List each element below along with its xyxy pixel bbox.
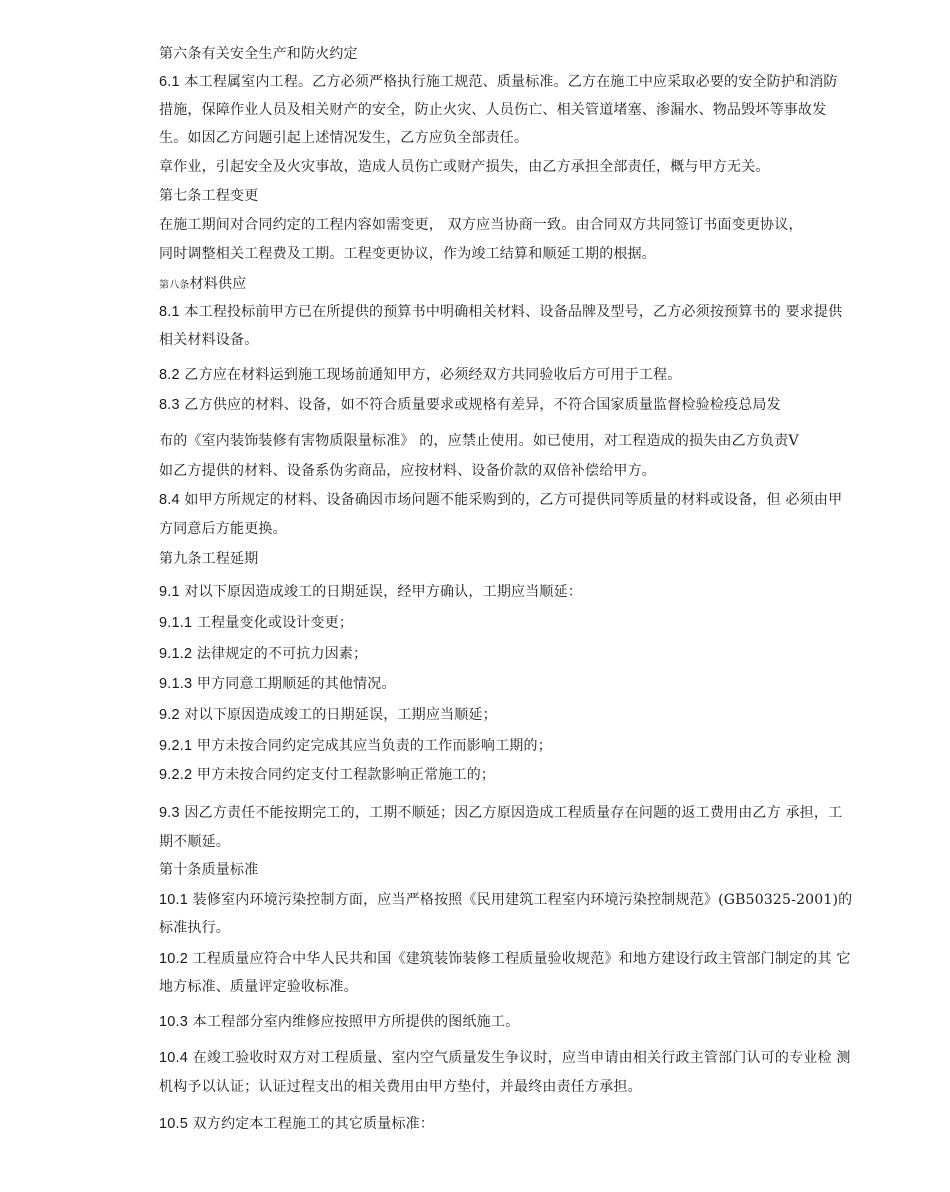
line-text: 双方约定本工程施工的其它质量标准： (188, 1116, 435, 1132)
line-text: 章作业，引起安全及火灾事故，造成人员伤亡或财产损失，由乙方承担全部责任，概与甲方无关。 (159, 159, 770, 175)
text-line (159, 582, 582, 602)
line-text: 本工程投标前甲方已在所提供的预算书中明确相关材料、设备品牌及型号，乙方必须按预算书的 要求提供 (179, 304, 843, 320)
line-text: 方同意后方能更换。 (159, 521, 287, 537)
text-line (159, 461, 656, 481)
line-text: 因乙方责任不能按期完工的，工期不顺延；因乙方原因造成工程质量存在问题的返工费用由乙方 承担，工 (179, 805, 843, 821)
line-text: 本工程部分室内维修应按照甲方所提供的图纸施工。 (188, 1014, 520, 1030)
line-text: 在施工期间对合同约定的工程内容如需变更， 双方应当协商一致。由合同双方共同签订书面变更协议， (159, 217, 803, 233)
clause-number: 8.2 (159, 367, 180, 383)
line-text: 期不顺延。 (159, 834, 230, 850)
line-text: 同时调整相关工程费及工期。工程变更协议，作为竣工结算和顺延工期的根据。 (159, 246, 656, 262)
text-line (159, 1012, 519, 1032)
text-line (159, 613, 353, 633)
text-line (159, 395, 781, 415)
text-line (159, 244, 656, 264)
text-line (159, 330, 258, 350)
clause-number: 10.3 (159, 1014, 189, 1030)
clause-number: 9.2.1 (159, 738, 193, 754)
clause-number: 10.4 (159, 1050, 189, 1066)
line-text: 甲方未按合同约定支付工程款影响正常施工的； (192, 767, 496, 783)
line-text: 在竣工验收时双方对工程质量、室内空气质量发生争议时，应当申请由相关行政主管部门认可的专业检 测 (188, 1050, 851, 1066)
text-line (159, 736, 552, 756)
line-text: 法律规定的不可抗力因素； (192, 646, 368, 662)
text-line (159, 1077, 642, 1097)
text-line (159, 890, 852, 910)
line-text: 机构予以认证；认证过程支出的相关费用由甲方垫付，并最终由责任方承担。 (159, 1079, 642, 1095)
line-text: 本工程属室内工程。乙方必须严格执行施工规范、质量标准。乙方在施工中应采取必要的安全防护和消防 (179, 74, 838, 90)
clause-number: 8.1 (159, 304, 180, 320)
line-text: 相关材料设备。 (159, 332, 259, 348)
line-text: 对以下原因造成竣工的日期延误，经甲方确认，工期应当顺延： (179, 584, 583, 600)
clause-number: 9.3 (159, 805, 180, 821)
line-text: 工程质量应符合中华人民共和国《建筑装饰装修工程质量验收规范》和地方建设行政主管部门制定的其 它 (188, 951, 851, 967)
clause-number: 10.1 (159, 892, 189, 908)
line-text: 措施，保障作业人员及相关财产的安全，防止火灾、人员伤亡、相关管道堵塞、渗漏水、物品毁坏等事故发 (159, 102, 827, 118)
line-text: 材料供应 (189, 276, 247, 292)
clause-number: 10.5 (159, 1116, 189, 1132)
text-line (159, 1114, 434, 1134)
text-line (159, 832, 230, 852)
text-line (159, 674, 396, 694)
text-line (159, 549, 258, 569)
text-line (159, 803, 842, 823)
text-line (159, 490, 842, 510)
text-line (159, 918, 230, 938)
line-text: 如甲方所规定的材料、设备确因市场问题不能采购到的，乙方可提供同等质量的材料或设备，但 必须由甲 (179, 492, 843, 508)
text-line (159, 186, 258, 206)
clause-number: 8.3 (159, 397, 180, 413)
line-text: 第六条有关安全生产和防火约定 (159, 46, 358, 62)
line-text: 甲方同意工期顺延的其他情况。 (192, 676, 396, 692)
clause-number: 10.2 (159, 951, 189, 967)
line-text: 生。如因乙方问题引起上述情况发生，乙方应负全部责任。 (159, 130, 529, 146)
clause-number: 9.1.2 (159, 646, 193, 662)
clause-number: 9.2.2 (159, 767, 193, 783)
text-line (159, 860, 258, 880)
text-line (159, 977, 358, 997)
text-line (159, 215, 803, 235)
line-text: 乙方供应的材料、设备，如不符合质量要求或规格有差异，不符合国家质量监督检验检疫总局发 (179, 397, 781, 413)
text-line (159, 274, 246, 296)
line-text: 如乙方提供的材料、设备系伪劣商品，应按材料、设备价款的双倍补偿给甲方。 (159, 463, 656, 479)
text-line (159, 705, 497, 725)
text-line (159, 519, 287, 539)
line-text: 乙方应在材料运到施工现场前通知甲方，必须经双方共同验收后方可用于工程。 (179, 367, 682, 383)
text-line (159, 100, 826, 120)
text-line (159, 765, 495, 785)
line-text: 第七条工程变更 (159, 188, 259, 204)
clause-number: 9.2 (159, 707, 180, 723)
line-text: 第九条工程延期 (159, 551, 259, 567)
line-text: 地方标准、质量评定验收标准。 (159, 979, 358, 995)
text-line (159, 302, 842, 322)
clause-number: 6.1 (159, 74, 180, 90)
text-line (159, 44, 358, 64)
line-text: 标准执行。 (159, 920, 230, 936)
line-text: 装修室内环境污染控制方面，应当严格按照《民用建筑工程室内环境污染控制规范》(GB50325-2001)的 (188, 892, 853, 908)
line-text: 工程量变化或设计变更； (192, 615, 354, 631)
clause-number: 9.1.3 (159, 676, 193, 692)
clause-number: 9.1.1 (159, 615, 193, 631)
clause-number: 9.1 (159, 584, 180, 600)
clause-prefix: 第八条 (159, 280, 190, 291)
clause-number: 8.4 (159, 492, 180, 508)
line-text: 甲方未按合同约定完成其应当负责的工作而影响工期的； (192, 738, 552, 754)
line-text: 对以下原因造成竣工的日期延误，工期应当顺延； (179, 707, 497, 723)
text-line (159, 949, 851, 969)
text-line (159, 431, 799, 451)
text-line (159, 644, 367, 664)
text-line (159, 128, 528, 148)
text-line (159, 365, 681, 385)
text-line (159, 72, 838, 92)
text-line (159, 1048, 851, 1068)
line-text: 布的《室内装饰装修有害物质限量标准》 的，应禁止使用。如已使用，对工程造成的损失由乙方负责Ⅴ (159, 433, 799, 449)
text-line (159, 157, 770, 177)
line-text: 第十条质量标准 (159, 862, 259, 878)
